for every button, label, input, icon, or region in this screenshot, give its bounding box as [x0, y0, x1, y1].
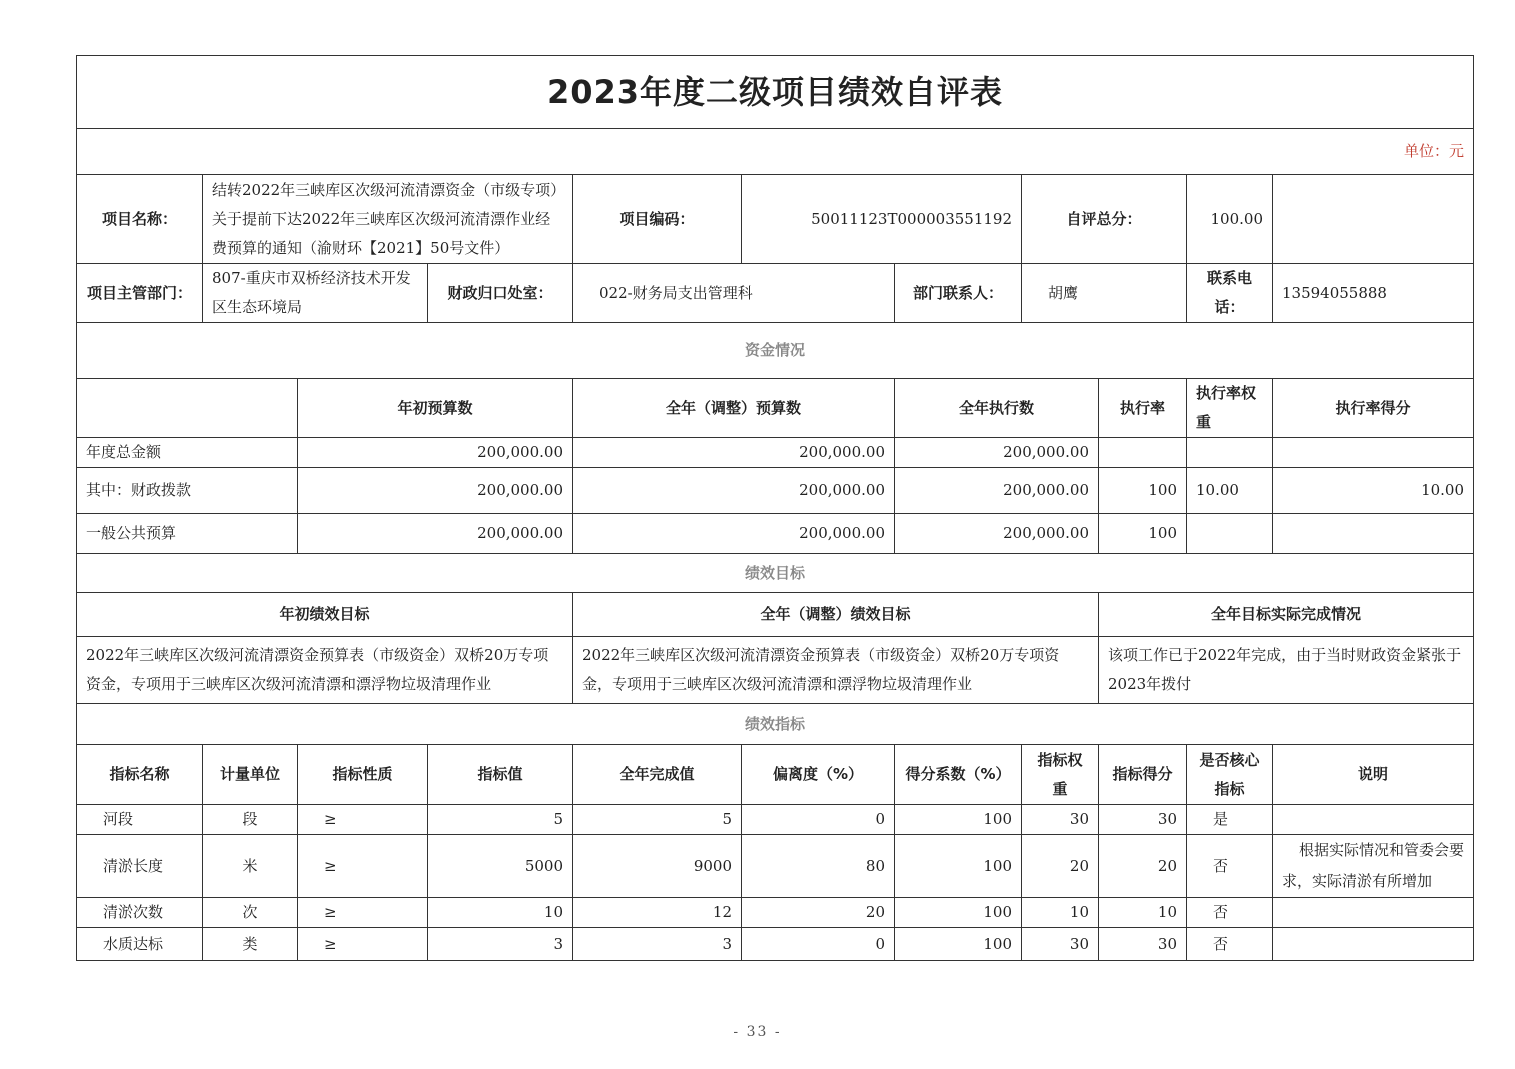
- funds-row-weight: 10.00: [1187, 468, 1273, 514]
- table-row: [77, 898, 1474, 928]
- phone-label: 联系电话：: [1187, 264, 1273, 323]
- self-score: 100.00: [1187, 175, 1273, 264]
- funds-row-executed: 200,000.00: [895, 514, 1099, 554]
- table-row: [77, 468, 1474, 514]
- ind-nature: ≥: [298, 805, 428, 835]
- unit-label: 单位：元: [77, 129, 1474, 175]
- ind-target: 5000: [428, 835, 573, 898]
- ind-note: [1273, 805, 1474, 835]
- funds-row-label: 其中：财政拨款: [77, 468, 298, 514]
- ind-note: 根据实际情况和管委会要求，实际清淤有所增加: [1273, 835, 1474, 898]
- phone-value: 13594055888: [1273, 264, 1474, 323]
- ind-note: [1273, 898, 1474, 928]
- ind-header-coef: 得分系数（%）: [895, 745, 1022, 805]
- contact-label: 部门联系人：: [895, 264, 1022, 323]
- contact-value: 胡鹰: [1022, 264, 1187, 323]
- ind-name: 清淤长度: [77, 835, 203, 898]
- ind-header-nature: 指标性质: [298, 745, 428, 805]
- funds-row-executed: 200,000.00: [895, 468, 1099, 514]
- ind-score: 30: [1099, 928, 1187, 961]
- ind-actual: 3: [573, 928, 742, 961]
- ind-target: 10: [428, 898, 573, 928]
- ind-header-weight: 指标权重: [1022, 745, 1099, 805]
- goals-header-initial: 年初绩效目标: [77, 593, 573, 637]
- ind-unit: 次: [203, 898, 298, 928]
- finance-office-label: 财政归口处室：: [428, 264, 573, 323]
- ind-core: 否: [1187, 835, 1273, 898]
- page-title: 2023年度二级项目绩效自评表: [77, 56, 1474, 129]
- self-score-label: 自评总分：: [1022, 175, 1187, 264]
- table-row: [77, 514, 1474, 554]
- funds-row-initial: 200,000.00: [298, 514, 573, 554]
- ind-header-score: 指标得分: [1099, 745, 1187, 805]
- project-name: 结转2022年三峡库区次级河流清漂资金（市级专项）关于提前下达2022年三峡库区次级河流清漂作业经费预算的通知（渝财环【2021】50号文件）: [203, 175, 573, 264]
- ind-nature: ≥: [298, 898, 428, 928]
- ind-header-name: 指标名称: [77, 745, 203, 805]
- table-row: [77, 835, 1474, 898]
- dept-value: 807-重庆市双桥经济技术开发区生态环境局: [203, 264, 428, 323]
- funds-row-executed: 200,000.00: [895, 438, 1099, 468]
- funds-header-blank: [77, 379, 298, 438]
- ind-coef: 100: [895, 928, 1022, 961]
- funds-header-score: 执行率得分: [1273, 379, 1474, 438]
- funds-header-rate: 执行率: [1099, 379, 1187, 438]
- dept-label: 项目主管部门：: [77, 264, 203, 323]
- table-row: [77, 438, 1474, 468]
- ind-target: 3: [428, 928, 573, 961]
- ind-name: 河段: [77, 805, 203, 835]
- funds-section-title: 资金情况: [77, 323, 1474, 379]
- project-code-label: 项目编码：: [573, 175, 742, 264]
- funds-row-weight: [1187, 514, 1273, 554]
- funds-row-rate: [1099, 438, 1187, 468]
- ind-deviation: 0: [742, 928, 895, 961]
- goal-initial: 2022年三峡库区次级河流清漂资金预算表（市级资金）双桥20万专项资金，专项用于三峡库区次级河流清漂和漂浮物垃圾清理作业: [77, 637, 573, 704]
- ind-target: 5: [428, 805, 573, 835]
- ind-header-deviation: 偏离度（%）: [742, 745, 895, 805]
- ind-actual: 12: [573, 898, 742, 928]
- ind-score: 10: [1099, 898, 1187, 928]
- funds-header-adjusted: 全年（调整）预算数: [573, 379, 895, 438]
- funds-row-label: 一般公共预算: [77, 514, 298, 554]
- ind-core: 是: [1187, 805, 1273, 835]
- blank-cell: [1273, 175, 1474, 264]
- ind-name: 水质达标: [77, 928, 203, 961]
- ind-header-note: 说明: [1273, 745, 1474, 805]
- goal-adjusted: 2022年三峡库区次级河流清漂资金预算表（市级资金）双桥20万专项资金，专项用于三峡库区次级河流清漂和漂浮物垃圾清理作业: [573, 637, 1099, 704]
- funds-row-adjusted: 200,000.00: [573, 438, 895, 468]
- finance-office-value: 022-财务局支出管理科: [573, 264, 895, 323]
- funds-row-initial: 200,000.00: [298, 468, 573, 514]
- table-row: [77, 928, 1474, 961]
- funds-header-executed: 全年执行数: [895, 379, 1099, 438]
- ind-nature: ≥: [298, 928, 428, 961]
- project-code: 50011123T000003551192: [742, 175, 1022, 264]
- ind-note: [1273, 928, 1474, 961]
- performance-table: [76, 55, 1474, 961]
- ind-header-target: 指标值: [428, 745, 573, 805]
- ind-coef: 100: [895, 805, 1022, 835]
- ind-coef: 100: [895, 835, 1022, 898]
- goals-header-actual: 全年目标实际完成情况: [1099, 593, 1474, 637]
- ind-unit: 段: [203, 805, 298, 835]
- ind-unit: 类: [203, 928, 298, 961]
- funds-header-weight: 执行率权重: [1187, 379, 1273, 438]
- ind-header-unit: 计量单位: [203, 745, 298, 805]
- ind-score: 30: [1099, 805, 1187, 835]
- ind-name: 清淤次数: [77, 898, 203, 928]
- funds-row-score: [1273, 514, 1474, 554]
- table-row: [77, 805, 1474, 835]
- ind-deviation: 20: [742, 898, 895, 928]
- funds-header-initial: 年初预算数: [298, 379, 573, 438]
- funds-row-score: [1273, 438, 1474, 468]
- funds-row-initial: 200,000.00: [298, 438, 573, 468]
- project-name-label: 项目名称：: [77, 175, 203, 264]
- ind-score: 20: [1099, 835, 1187, 898]
- ind-core: 否: [1187, 928, 1273, 961]
- goal-actual: 该项工作已于2022年完成，由于当时财政资金紧张于2023年拨付: [1099, 637, 1474, 704]
- goals-header-adjusted: 全年（调整）绩效目标: [573, 593, 1099, 637]
- goals-section-title: 绩效目标: [77, 554, 1474, 593]
- ind-deviation: 80: [742, 835, 895, 898]
- indicators-section-title: 绩效指标: [77, 704, 1474, 745]
- funds-row-score: 10.00: [1273, 468, 1474, 514]
- funds-row-adjusted: 200,000.00: [573, 468, 895, 514]
- ind-weight: 30: [1022, 805, 1099, 835]
- ind-coef: 100: [895, 898, 1022, 928]
- ind-weight: 20: [1022, 835, 1099, 898]
- ind-deviation: 0: [742, 805, 895, 835]
- funds-row-label: 年度总金额: [77, 438, 298, 468]
- ind-actual: 5: [573, 805, 742, 835]
- funds-row-adjusted: 200,000.00: [573, 514, 895, 554]
- funds-row-rate: 100: [1099, 468, 1187, 514]
- ind-header-actual: 全年完成值: [573, 745, 742, 805]
- ind-actual: 9000: [573, 835, 742, 898]
- ind-weight: 30: [1022, 928, 1099, 961]
- ind-unit: 米: [203, 835, 298, 898]
- ind-core: 否: [1187, 898, 1273, 928]
- page-number: - 33 -: [733, 1024, 782, 1040]
- ind-header-core: 是否核心指标: [1187, 745, 1273, 805]
- funds-row-weight: [1187, 438, 1273, 468]
- ind-nature: ≥: [298, 835, 428, 898]
- funds-row-rate: 100: [1099, 514, 1187, 554]
- ind-weight: 10: [1022, 898, 1099, 928]
